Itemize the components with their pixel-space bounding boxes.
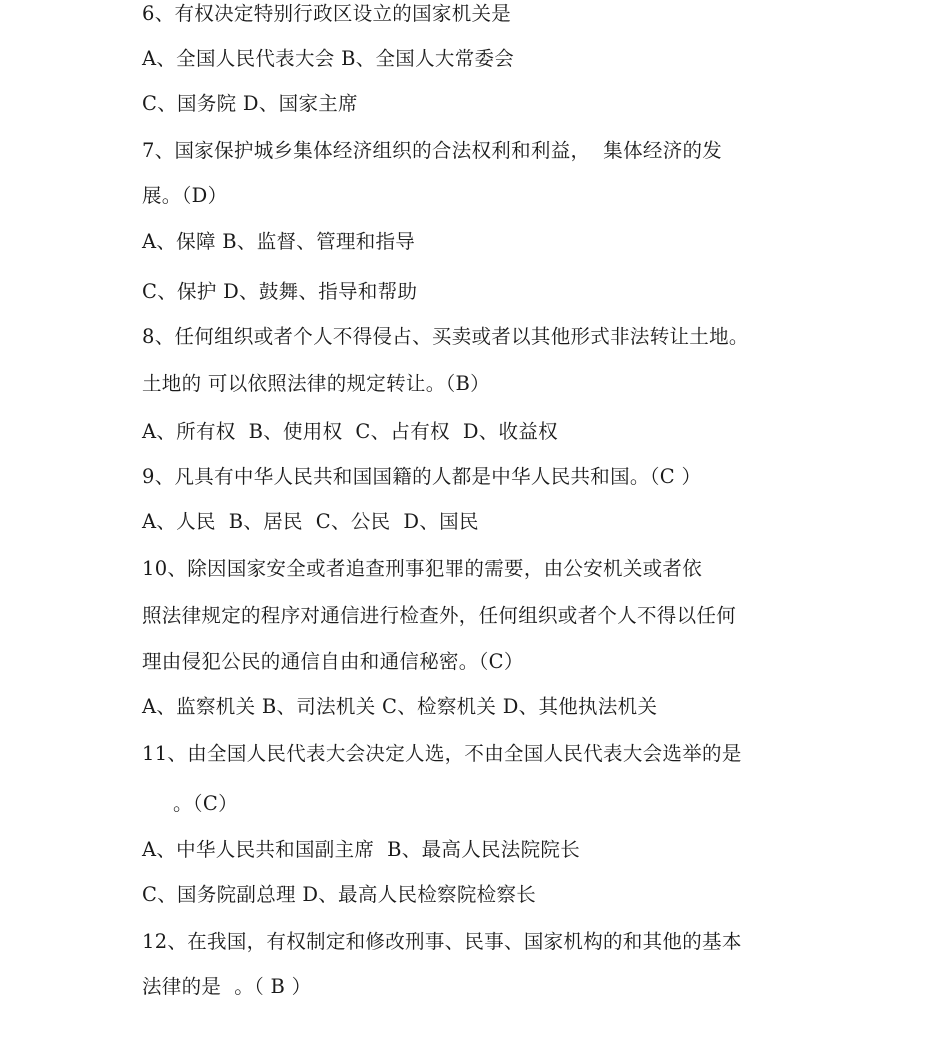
question-12-stem: 12、在我国，有权制定和修改刑事、民事、国家机构的和其他的基本 [142,930,742,953]
question-7-options-ab: A、保障 B、监督、管理和指导 [142,230,416,253]
question-11-stem: 11、由全国人民代表大会决定人选，不由全国人民代表大会选举的是 [142,742,742,765]
question-8-options: A、所有权 B、使用权 C、占有权 D、收益权 [142,420,558,443]
question-10-stem-cont1: 照法律规定的程序对通信进行检查外，任何组织或者个人不得以任何 [142,604,737,627]
question-6-options-cd: C、国务院 D、国家主席 [142,92,358,115]
question-7-options-cd: C、保护 D、鼓舞、指导和帮助 [142,280,418,303]
question-7-stem: 7、国家保护城乡集体经济组织的合法权利和利益， 集体经济的发 [142,139,723,162]
question-10-options: A、监察机关 B、司法机关 C、检察机关 D、其他执法机关 [142,695,658,718]
question-9-options: A、人民 B、居民 C、公民 D、国民 [142,510,479,533]
question-8-stem: 8、任何组织或者个人不得侵占、买卖或者以其他形式非法转让土地。 [142,325,749,348]
question-8-stem-cont: 土地的 可以依照法律的规定转让。（B） [142,372,490,395]
question-11-answer: 。（C） [173,792,238,815]
question-6-stem: 6、有权决定特别行政区设立的国家机关是 [142,2,512,25]
question-11-options-ab: A、中华人民共和国副主席 B、最高人民法院院长 [142,838,581,861]
question-9-stem: 9、凡具有中华人民共和国国籍的人都是中华人民共和国。（C ） [142,465,702,488]
question-10-stem-cont2: 理由侵犯公民的通信自由和通信秘密。（C） [142,650,524,673]
question-12-stem-cont: 法律的是 。（ B ） [142,975,312,998]
question-10-stem: 10、除因国家安全或者追查刑事犯罪的需要，由公安机关或者依 [142,557,703,580]
question-11-options-cd: C、国务院副总理 D、最高人民检察院检察长 [142,883,537,906]
question-7-stem-cont: 展。（D） [142,184,228,207]
question-6-options-ab: A、全国人民代表大会 B、全国人大常委会 [142,47,515,70]
